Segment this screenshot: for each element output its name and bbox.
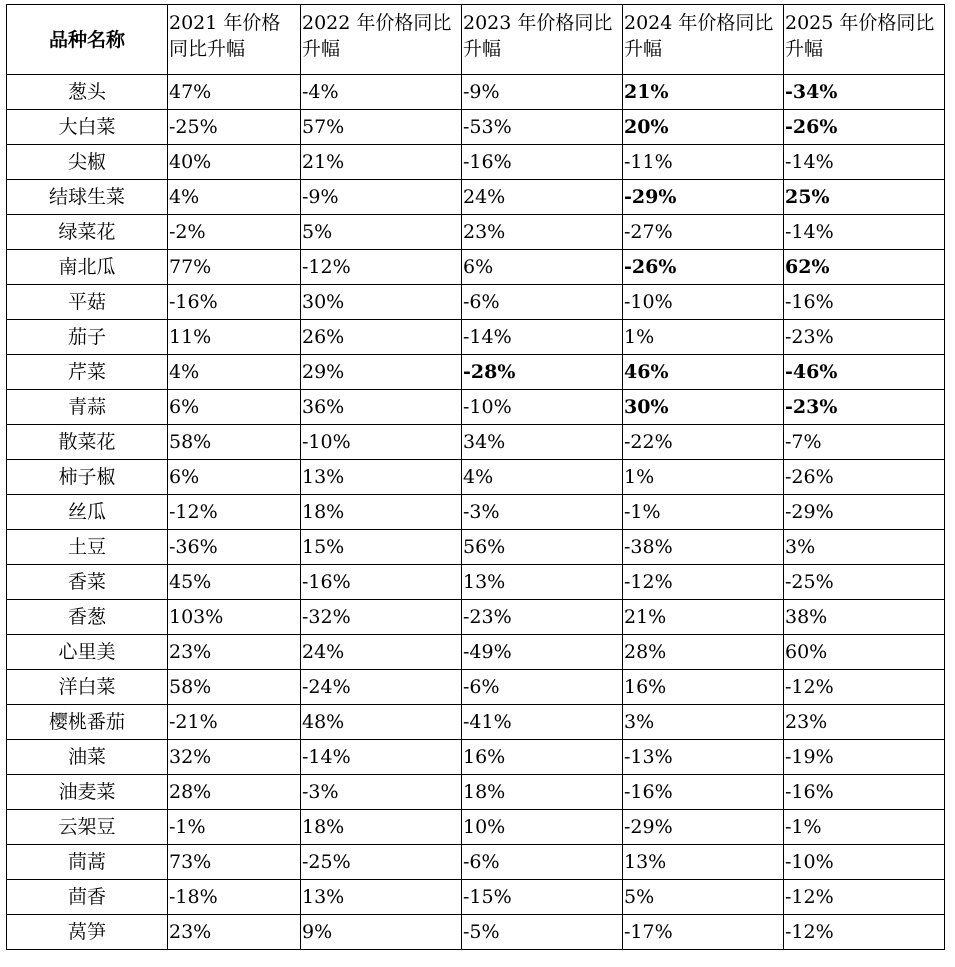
change-2022-cell: 24% <box>301 635 462 670</box>
variety-name-cell: 南北瓜 <box>7 250 168 285</box>
change-2025-cell: -10% <box>784 845 945 880</box>
change-2024-cell: -10% <box>623 285 784 320</box>
header-2022: 2022 年价格同比升幅 <box>301 5 462 75</box>
variety-name-cell: 香葱 <box>7 600 168 635</box>
change-2024-cell: -12% <box>623 565 784 600</box>
change-2024-cell: -16% <box>623 775 784 810</box>
change-2022-cell: 29% <box>301 355 462 390</box>
change-2023-cell: 4% <box>462 460 623 495</box>
change-2022-cell: -25% <box>301 845 462 880</box>
change-2022-cell: -10% <box>301 425 462 460</box>
change-2022-cell: 13% <box>301 880 462 915</box>
change-2022-cell: -9% <box>301 180 462 215</box>
change-2025-cell: 62% <box>784 250 945 285</box>
variety-name-cell: 茼蒿 <box>7 845 168 880</box>
change-2022-cell: 57% <box>301 110 462 145</box>
change-2023-cell: 16% <box>462 740 623 775</box>
variety-name-cell: 葱头 <box>7 75 168 110</box>
table-row <box>7 495 945 530</box>
change-2024-cell: -27% <box>623 215 784 250</box>
change-2021-cell: 45% <box>168 565 301 600</box>
header-2024: 2024 年价格同比升幅 <box>623 5 784 75</box>
change-2021-cell: 28% <box>168 775 301 810</box>
change-2022-cell: 18% <box>301 495 462 530</box>
change-2021-cell: 58% <box>168 425 301 460</box>
table-row <box>7 530 945 565</box>
change-2024-cell: -29% <box>623 810 784 845</box>
change-2024-cell: -26% <box>623 250 784 285</box>
table-row <box>7 75 945 110</box>
variety-name-cell: 油麦菜 <box>7 775 168 810</box>
change-2022-cell: 5% <box>301 215 462 250</box>
variety-name-cell: 柿子椒 <box>7 460 168 495</box>
change-2023-cell: -41% <box>462 705 623 740</box>
table-row <box>7 565 945 600</box>
table-row <box>7 460 945 495</box>
variety-name-cell: 云架豆 <box>7 810 168 845</box>
change-2022-cell: -16% <box>301 565 462 600</box>
change-2024-cell: 1% <box>623 460 784 495</box>
change-2023-cell: 56% <box>462 530 623 565</box>
change-2023-cell: -10% <box>462 390 623 425</box>
change-2021-cell: 6% <box>168 460 301 495</box>
change-2024-cell: 21% <box>623 600 784 635</box>
change-2023-cell: -9% <box>462 75 623 110</box>
change-2024-cell: -22% <box>623 425 784 460</box>
change-2022-cell: -14% <box>301 740 462 775</box>
change-2022-cell: 21% <box>301 145 462 180</box>
change-2025-cell: -1% <box>784 810 945 845</box>
change-2022-cell: 13% <box>301 460 462 495</box>
change-2021-cell: -16% <box>168 285 301 320</box>
table-row <box>7 670 945 705</box>
change-2024-cell: -13% <box>623 740 784 775</box>
change-2024-cell: 3% <box>623 705 784 740</box>
variety-name-cell: 结球生菜 <box>7 180 168 215</box>
variety-name-cell: 洋白菜 <box>7 670 168 705</box>
change-2023-cell: 6% <box>462 250 623 285</box>
change-2021-cell: 4% <box>168 180 301 215</box>
variety-name-cell: 平菇 <box>7 285 168 320</box>
change-2024-cell: 21% <box>623 75 784 110</box>
change-2025-cell: -23% <box>784 320 945 355</box>
change-2024-cell: 30% <box>623 390 784 425</box>
change-2021-cell: 47% <box>168 75 301 110</box>
change-2021-cell: -36% <box>168 530 301 565</box>
change-2022-cell: -24% <box>301 670 462 705</box>
change-2023-cell: -53% <box>462 110 623 145</box>
variety-name-cell: 青蒜 <box>7 390 168 425</box>
change-2021-cell: 77% <box>168 250 301 285</box>
change-2024-cell: -38% <box>623 530 784 565</box>
table-header-row <box>7 5 945 75</box>
change-2025-cell: 3% <box>784 530 945 565</box>
change-2025-cell: -16% <box>784 775 945 810</box>
change-2024-cell: 13% <box>623 845 784 880</box>
change-2021-cell: 103% <box>168 600 301 635</box>
variety-name-cell: 油菜 <box>7 740 168 775</box>
table-row <box>7 180 945 215</box>
change-2023-cell: 10% <box>462 810 623 845</box>
variety-name-cell: 芹菜 <box>7 355 168 390</box>
variety-name-cell: 心里美 <box>7 635 168 670</box>
table-row <box>7 705 945 740</box>
change-2021-cell: -25% <box>168 110 301 145</box>
table-row <box>7 250 945 285</box>
change-2023-cell: -6% <box>462 670 623 705</box>
change-2023-cell: 18% <box>462 775 623 810</box>
table-row <box>7 110 945 145</box>
change-2021-cell: -2% <box>168 215 301 250</box>
change-2025-cell: 25% <box>784 180 945 215</box>
change-2022-cell: 9% <box>301 915 462 950</box>
change-2025-cell: 38% <box>784 600 945 635</box>
change-2023-cell: -49% <box>462 635 623 670</box>
change-2025-cell: -12% <box>784 915 945 950</box>
variety-name-cell: 茴香 <box>7 880 168 915</box>
price-change-table <box>6 4 945 950</box>
change-2023-cell: -14% <box>462 320 623 355</box>
change-2023-cell: 13% <box>462 565 623 600</box>
change-2024-cell: 28% <box>623 635 784 670</box>
change-2025-cell: -34% <box>784 75 945 110</box>
change-2023-cell: -15% <box>462 880 623 915</box>
change-2024-cell: -29% <box>623 180 784 215</box>
change-2024-cell: 1% <box>623 320 784 355</box>
variety-name-cell: 大白菜 <box>7 110 168 145</box>
change-2023-cell: 34% <box>462 425 623 460</box>
change-2025-cell: -25% <box>784 565 945 600</box>
table-row <box>7 845 945 880</box>
change-2022-cell: -3% <box>301 775 462 810</box>
change-2025-cell: -16% <box>784 285 945 320</box>
variety-name-cell: 莴笋 <box>7 915 168 950</box>
variety-name-cell: 樱桃番茄 <box>7 705 168 740</box>
change-2025-cell: -7% <box>784 425 945 460</box>
variety-name-cell: 香菜 <box>7 565 168 600</box>
change-2022-cell: -4% <box>301 75 462 110</box>
variety-name-cell: 土豆 <box>7 530 168 565</box>
change-2025-cell: -26% <box>784 460 945 495</box>
table-row <box>7 355 945 390</box>
change-2023-cell: -23% <box>462 600 623 635</box>
table-row <box>7 810 945 845</box>
change-2022-cell: 15% <box>301 530 462 565</box>
change-2021-cell: 32% <box>168 740 301 775</box>
change-2021-cell: 23% <box>168 635 301 670</box>
change-2021-cell: 40% <box>168 145 301 180</box>
change-2021-cell: 6% <box>168 390 301 425</box>
change-2022-cell: 26% <box>301 320 462 355</box>
change-2023-cell: 23% <box>462 215 623 250</box>
table-row <box>7 320 945 355</box>
change-2025-cell: -46% <box>784 355 945 390</box>
table-row <box>7 775 945 810</box>
change-2024-cell: 20% <box>623 110 784 145</box>
header-2021: 2021 年价格同比升幅 <box>168 5 301 75</box>
change-2022-cell: 48% <box>301 705 462 740</box>
change-2025-cell: -12% <box>784 670 945 705</box>
variety-name-cell: 绿菜花 <box>7 215 168 250</box>
change-2023-cell: -5% <box>462 915 623 950</box>
change-2021-cell: -12% <box>168 495 301 530</box>
change-2025-cell: -14% <box>784 145 945 180</box>
change-2025-cell: -19% <box>784 740 945 775</box>
header-2023: 2023 年价格同比升幅 <box>462 5 623 75</box>
header-2025: 2025 年价格同比升幅 <box>784 5 945 75</box>
table-row <box>7 600 945 635</box>
variety-name-cell: 散菜花 <box>7 425 168 460</box>
change-2021-cell: 23% <box>168 915 301 950</box>
variety-name-cell: 茄子 <box>7 320 168 355</box>
change-2021-cell: 58% <box>168 670 301 705</box>
table-row <box>7 215 945 250</box>
change-2021-cell: 73% <box>168 845 301 880</box>
change-2023-cell: -16% <box>462 145 623 180</box>
change-2025-cell: 60% <box>784 635 945 670</box>
table-row <box>7 285 945 320</box>
change-2021-cell: -18% <box>168 880 301 915</box>
table-row <box>7 740 945 775</box>
table-row <box>7 425 945 460</box>
change-2021-cell: -1% <box>168 810 301 845</box>
change-2024-cell: -1% <box>623 495 784 530</box>
change-2023-cell: -6% <box>462 845 623 880</box>
change-2022-cell: 18% <box>301 810 462 845</box>
change-2024-cell: 16% <box>623 670 784 705</box>
change-2024-cell: 5% <box>623 880 784 915</box>
change-2023-cell: 24% <box>462 180 623 215</box>
change-2022-cell: 36% <box>301 390 462 425</box>
change-2025-cell: -23% <box>784 390 945 425</box>
change-2022-cell: -12% <box>301 250 462 285</box>
change-2025-cell: 23% <box>784 705 945 740</box>
table-row <box>7 880 945 915</box>
change-2024-cell: -11% <box>623 145 784 180</box>
change-2025-cell: -14% <box>784 215 945 250</box>
change-2025-cell: -29% <box>784 495 945 530</box>
change-2025-cell: -12% <box>784 880 945 915</box>
change-2023-cell: -3% <box>462 495 623 530</box>
header-variety-name: 品种名称 <box>7 5 168 75</box>
change-2024-cell: 46% <box>623 355 784 390</box>
variety-name-cell: 丝瓜 <box>7 495 168 530</box>
change-2022-cell: 30% <box>301 285 462 320</box>
variety-name-cell: 尖椒 <box>7 145 168 180</box>
change-2021-cell: 4% <box>168 355 301 390</box>
table-row <box>7 145 945 180</box>
change-2022-cell: -32% <box>301 600 462 635</box>
change-2023-cell: -28% <box>462 355 623 390</box>
change-2023-cell: -6% <box>462 285 623 320</box>
table-row <box>7 390 945 425</box>
change-2024-cell: -17% <box>623 915 784 950</box>
table-body <box>7 75 945 950</box>
change-2021-cell: -21% <box>168 705 301 740</box>
change-2021-cell: 11% <box>168 320 301 355</box>
table-row <box>7 915 945 950</box>
table-row <box>7 635 945 670</box>
change-2025-cell: -26% <box>784 110 945 145</box>
